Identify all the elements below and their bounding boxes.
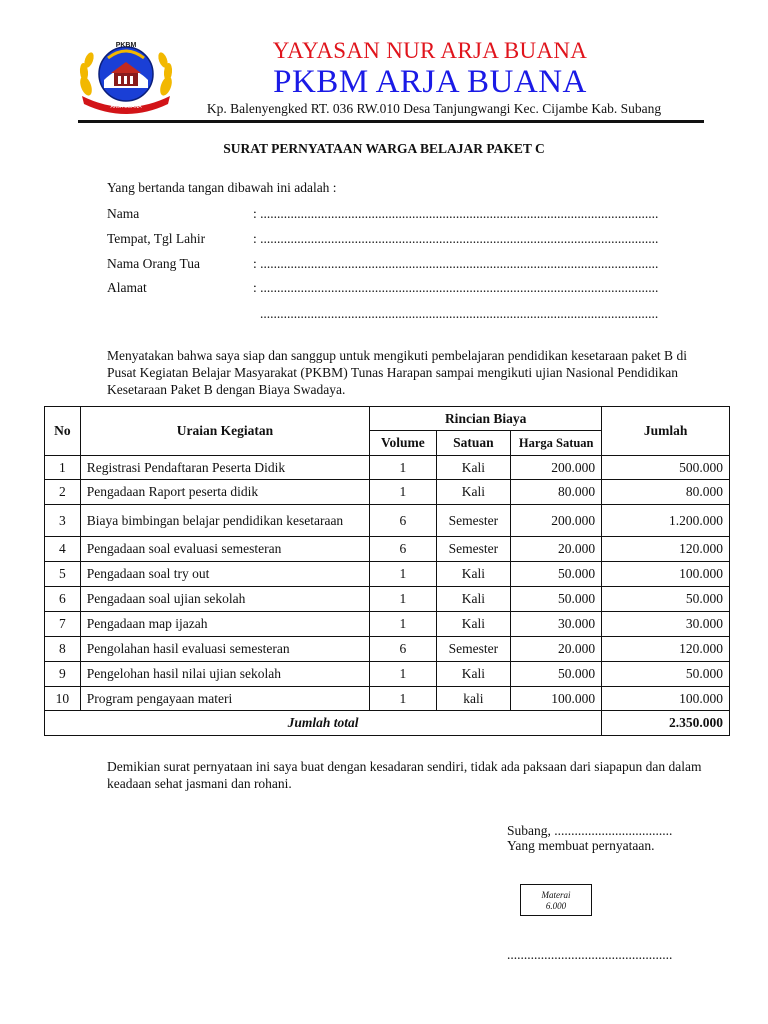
cell-no: 4	[45, 537, 81, 562]
table-row	[45, 637, 730, 662]
cell-jumlah: 50.000	[602, 587, 730, 612]
cell-harga: 200.000	[511, 456, 602, 480]
total-label: Jumlah total	[45, 711, 602, 736]
cell-volume: 1	[370, 612, 436, 637]
cell-uraian: Pengadaan map ijazah	[80, 612, 369, 637]
col-header-volume: Volume	[370, 431, 436, 456]
cell-harga: 50.000	[511, 562, 602, 587]
cell-satuan: kali	[436, 687, 511, 711]
col-header-satuan: Satuan	[436, 431, 511, 456]
cell-no: 1	[45, 456, 81, 480]
document-title: SURAT PERNYATAAN WARGA BELAJAR PAKET C	[223, 141, 545, 156]
cell-uraian: Pengadaan soal ujian sekolah	[80, 587, 369, 612]
org-name-line2: PKBM ARJA BUANA	[273, 64, 587, 100]
table-row	[45, 537, 730, 562]
field-value-alamat-cont: ......................................................................................................................	[260, 306, 659, 321]
org-address: Kp. Balenyengked RT. 036 RW.010 Desa Tanjungwangi Kec. Cijambe Kab. Subang	[206, 101, 662, 116]
logo-top-text: PKBM	[115, 42, 137, 49]
signature-caption: Yang membuat pernyataan.	[507, 838, 655, 853]
col-header-uraian: Uraian Kegiatan	[80, 407, 369, 456]
cell-harga: 30.000	[511, 612, 602, 637]
cell-volume: 1	[370, 687, 436, 711]
cell-jumlah: 80.000	[602, 480, 730, 505]
col-header-no: No	[45, 407, 81, 456]
cell-harga: 50.000	[511, 662, 602, 687]
intro-text: Yang bertanda tangan dibawah ini adalah :	[107, 180, 337, 195]
cell-no: 2	[45, 480, 81, 505]
table-row	[45, 587, 730, 612]
cell-uraian: Pengadaan soal evaluasi semesteran	[80, 537, 369, 562]
closing-paragraph: Demikian surat pernyataan ini saya buat dengan kesadaran sendiri, tidak ada paksaan dari siapapun dan dalam keadaan sehat jasmani dan rohani.	[107, 759, 702, 791]
field-value-ttl: : ......................................................................................................................	[253, 231, 659, 246]
materai-stamp-box	[520, 884, 592, 916]
cell-no: 10	[45, 687, 81, 711]
table-row	[45, 562, 730, 587]
cell-jumlah: 120.000	[602, 637, 730, 662]
cell-no: 6	[45, 587, 81, 612]
cell-no: 3	[45, 505, 81, 537]
cell-jumlah: 120.000	[602, 537, 730, 562]
table-row	[45, 456, 730, 480]
cell-jumlah: 100.000	[602, 687, 730, 711]
cell-jumlah: 50.000	[602, 662, 730, 687]
cell-no: 8	[45, 637, 81, 662]
cell-jumlah: 500.000	[602, 456, 730, 480]
field-label-orang-tua: Nama Orang Tua	[107, 256, 200, 271]
signature-place-date: Subang, ...................................	[507, 823, 673, 838]
cell-uraian: Pengadaan soal try out	[80, 562, 369, 587]
cell-satuan: Kali	[436, 612, 511, 637]
cell-volume: 1	[370, 480, 436, 505]
cell-satuan: Semester	[436, 637, 511, 662]
cell-harga: 200.000	[511, 505, 602, 537]
cell-jumlah: 30.000	[602, 612, 730, 637]
table-row	[45, 662, 730, 687]
total-value: 2.350.000	[602, 711, 730, 736]
field-label-nama: Nama	[107, 206, 140, 221]
field-value-nama: : ......................................................................................................................	[253, 206, 659, 221]
cell-satuan: Kali	[436, 562, 511, 587]
table-row	[45, 480, 730, 505]
table-row	[45, 612, 730, 637]
cell-volume: 6	[370, 537, 436, 562]
cell-uraian: Biaya bimbingan belajar pendidikan kesetaraan	[80, 505, 369, 537]
cell-no: 9	[45, 662, 81, 687]
signature-line: .................................................	[507, 947, 673, 962]
cell-jumlah: 100.000	[602, 562, 730, 587]
cell-satuan: Kali	[436, 662, 511, 687]
cell-volume: 1	[370, 562, 436, 587]
col-header-harga: Harga Satuan	[511, 431, 602, 456]
org-name-line1: YAYASAN NUR ARJA BUANA	[272, 38, 588, 63]
field-label-ttl: Tempat, Tgl Lahir	[107, 231, 206, 246]
col-header-jumlah: Jumlah	[602, 407, 730, 456]
cell-harga: 20.000	[511, 537, 602, 562]
cell-uraian: Registrasi Pendaftaran Peserta Didik	[80, 456, 369, 480]
cell-volume: 6	[370, 505, 436, 537]
col-header-rincian: Rincian Biaya	[370, 407, 602, 431]
cell-satuan: Kali	[436, 456, 511, 480]
cell-volume: 1	[370, 662, 436, 687]
cell-uraian: Pengolahan hasil evaluasi semesteran	[80, 637, 369, 662]
logo-ribbon-text: ARJA BUANA	[110, 104, 142, 110]
field-value-orang-tua: : ......................................................................................................................	[253, 256, 659, 271]
cell-uraian: Pengadaan Raport peserta didik	[80, 480, 369, 505]
cost-table	[44, 406, 730, 736]
cell-harga: 80.000	[511, 480, 602, 505]
header-divider	[78, 120, 704, 123]
materai-label: Materai	[541, 890, 571, 900]
cell-no: 5	[45, 562, 81, 587]
cell-uraian: Program pengayaan materi	[80, 687, 369, 711]
cell-volume: 6	[370, 637, 436, 662]
cell-harga: 50.000	[511, 587, 602, 612]
table-total-row	[45, 711, 730, 736]
cell-uraian: Pengelohan hasil nilai ujian sekolah	[80, 662, 369, 687]
field-label-alamat: Alamat	[107, 280, 147, 295]
cell-no: 7	[45, 612, 81, 637]
cell-volume: 1	[370, 456, 436, 480]
table-row	[45, 687, 730, 711]
cell-satuan: Kali	[436, 587, 511, 612]
cell-satuan: Semester	[436, 537, 511, 562]
materai-value: 6.000	[545, 901, 567, 911]
cell-harga: 100.000	[511, 687, 602, 711]
cell-volume: 1	[370, 587, 436, 612]
table-row	[45, 505, 730, 537]
cell-satuan: Kali	[436, 480, 511, 505]
cell-satuan: Semester	[436, 505, 511, 537]
cell-harga: 20.000	[511, 637, 602, 662]
field-value-alamat: : ......................................................................................................................	[253, 280, 659, 295]
cell-jumlah: 1.200.000	[602, 505, 730, 537]
statement-paragraph: Menyatakan bahwa saya siap dan sanggup untuk mengikuti pembelajaran pendidikan kesetaraan paket B di Pusat Kegiatan Belajar Masyarakat (PKBM) Tunas Harapan sampai mengikuti ujian Nasional Pendidikan Kesetaraan Paket B dengan Biaya Swadaya.	[107, 348, 687, 397]
